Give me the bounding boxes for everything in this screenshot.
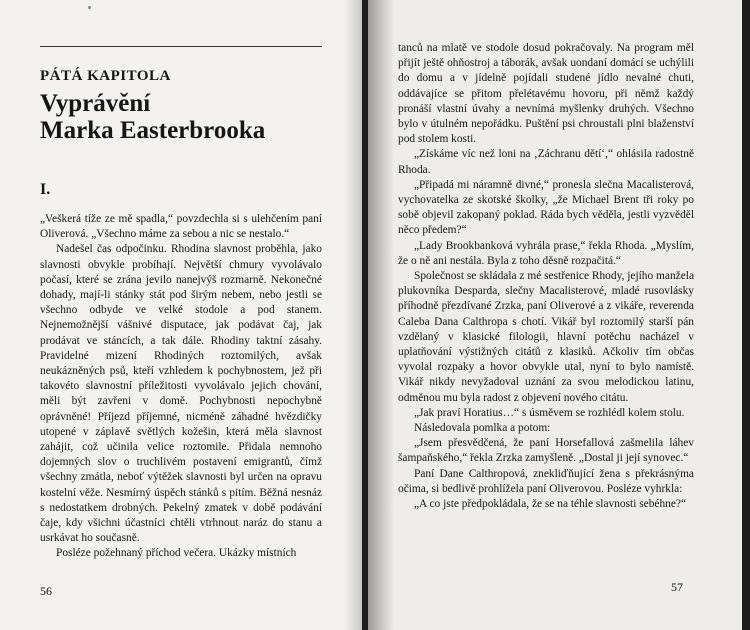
chapter-title-line2: Marka Easterbrooka xyxy=(40,117,266,144)
gutter-shadow xyxy=(368,0,394,630)
chapter-label: PÁTÁ KAPITOLA xyxy=(40,68,171,84)
page-number-left: 56 xyxy=(40,584,52,598)
paragraph: Paní Dane Calthropová, znekliďňující žena s překrásnýma očima, si bedlivě prohlížela paní Oliverovou. Posléze vyhrkla: xyxy=(398,467,694,495)
chapter-title xyxy=(40,90,265,144)
left-body-text xyxy=(40,212,322,562)
paragraph: tanců na mlatě ve stodole dosud pokračovaly. Na program měl přijít ještě ohňostroj a táborák, avšak uondaní domácí se uchýlili do domu a v jídelně pojídali studené jídlo nevalné chuti, oddávajíce se přitom přelétavému hovoru, při němž každý pronáší vlastní úvahy a nevnímá myšlenky druhých. Všechno bylo v útulném nepořádku. Puštění psi chroustali plni blaženství pod stolem kosti. xyxy=(398,42,694,146)
right-body-text xyxy=(398,41,694,512)
paragraph: „Veškerá tíže ze mě spadla,“ povzdechla si s ulehčením paní Oliverová. „Všechno máme za sebou a nic se nestalo.“ xyxy=(40,213,322,241)
paragraph: Nadešel čas odpočinku. Rhodina slavnost proběhla, jako slavnosti obvykle probíhají. Největší chmury vyvolávalo počasí, které se zrána jevilo nanejvýš rozmarně. Nekonečné dohady, mají-li stánky stát pod širým nebem, nebo jestli se všechno odbyde ve velké stodole a pod stanem. Nejnemožnější vášnivé disputace, jak podávat čaj, jak prodávat ve stáncích, a tak dále. Rhodiny taktní zásahy. Pravidelné mizení Rhodiných roztomilých, avšak neukázněných psů, kteří vzhledem k pochybnostem, jež při takovéto slavnostní příležitosti vyvolávalo jejich chování, měli být zavřeni v domě. Pochybnosti nepochybně oprávněné! Příjezd příjemné, nicméně záhadné hvězdičky utopené v záplavě světlých kožešin, která měla slavnost zahájit, což učinila velice roztomile. Přidala nemnoho dojemných slov o truchlivém postavení emigrantů, čímž všechny zmátla, neboť výtěžek slavnosti byl určen na opravu kostelní věže. Nesmírný úspěch stánků s pitím. Běžná nesnáz s nedostatkem drobných. Pekelný zmatek v době podávání čaje, kdy všichni účastníci chtěli vtrhnout naráz do stanu a usrkávat ho současně. xyxy=(40,243,322,545)
paragraph: Následovala pomlka a potom: xyxy=(414,422,551,435)
paragraph: „Získáme víc než loni na ‚Záchranu dětí‘,“ ohlásila radostně Rhoda. xyxy=(398,148,694,176)
page-number-right: 57 xyxy=(671,580,683,594)
paragraph: „Jak praví Horatius…“ s úsměvem se rozhlédl kolem stolu. xyxy=(414,406,685,419)
paragraph: Posléze požehnaný příchod večera. Ukázky místních xyxy=(56,547,297,560)
gutter-shadow xyxy=(344,0,362,630)
smudge-mark xyxy=(88,6,91,9)
paragraph: „Jsem přesvědčená, že paní Horsefallová zašmelila láhev šampaňského,“ řekla Zrzka zamyšleně. „Dostal ji její synovec.“ xyxy=(398,437,694,465)
paragraph: Společnost se skládala z mé sestřenice Rhody, jejího manžela plukovníka Desparda, slečny Macalisterové, mladé rusovlásky příhodně přezdívané Zrzka, paní Oliverové a z vikáře, reverenda Caleba Dana Calthropa s chotí. Vikář byl roztomilý starší pán vzdělaný v klasické filologii, hlavní potěchu nacházel v uplatňování výstižných citátů z klasiků. Ačkoliv tím občas vyvolal rozpaky a hovor obvykle utal, nyní to bylo namístě. Vikář nikdy nevyžadoval uznání za svou melodickou latinu, odměnou mu byla radost z objevení nového citátu. xyxy=(398,270,694,404)
left-page xyxy=(0,0,362,630)
paragraph: „Připadá mi náramně divné,“ pronesla slečna Macalisterová, vychovatelka ze skotské školky, „že Michael Brent tři roky po sobě objevil zakopaný poklad. Ráda bych věděla, jestli vyzvěděl něco předem?“ xyxy=(398,178,694,237)
paragraph: „Lady Brookbanková vyhrála prase,“ řekla Rhoda. „Myslím, že o ně ani nestála. Byla z toho děsně rozpačitá.“ xyxy=(398,239,694,267)
chapter-rule xyxy=(40,46,322,47)
chapter-title-line1: Vyprávění xyxy=(40,90,151,117)
paragraph: „A co jste předpokládala, že se na téhle slavnosti sebéhne?“ xyxy=(414,498,687,511)
section-number: I. xyxy=(40,181,51,198)
right-page xyxy=(368,0,742,630)
